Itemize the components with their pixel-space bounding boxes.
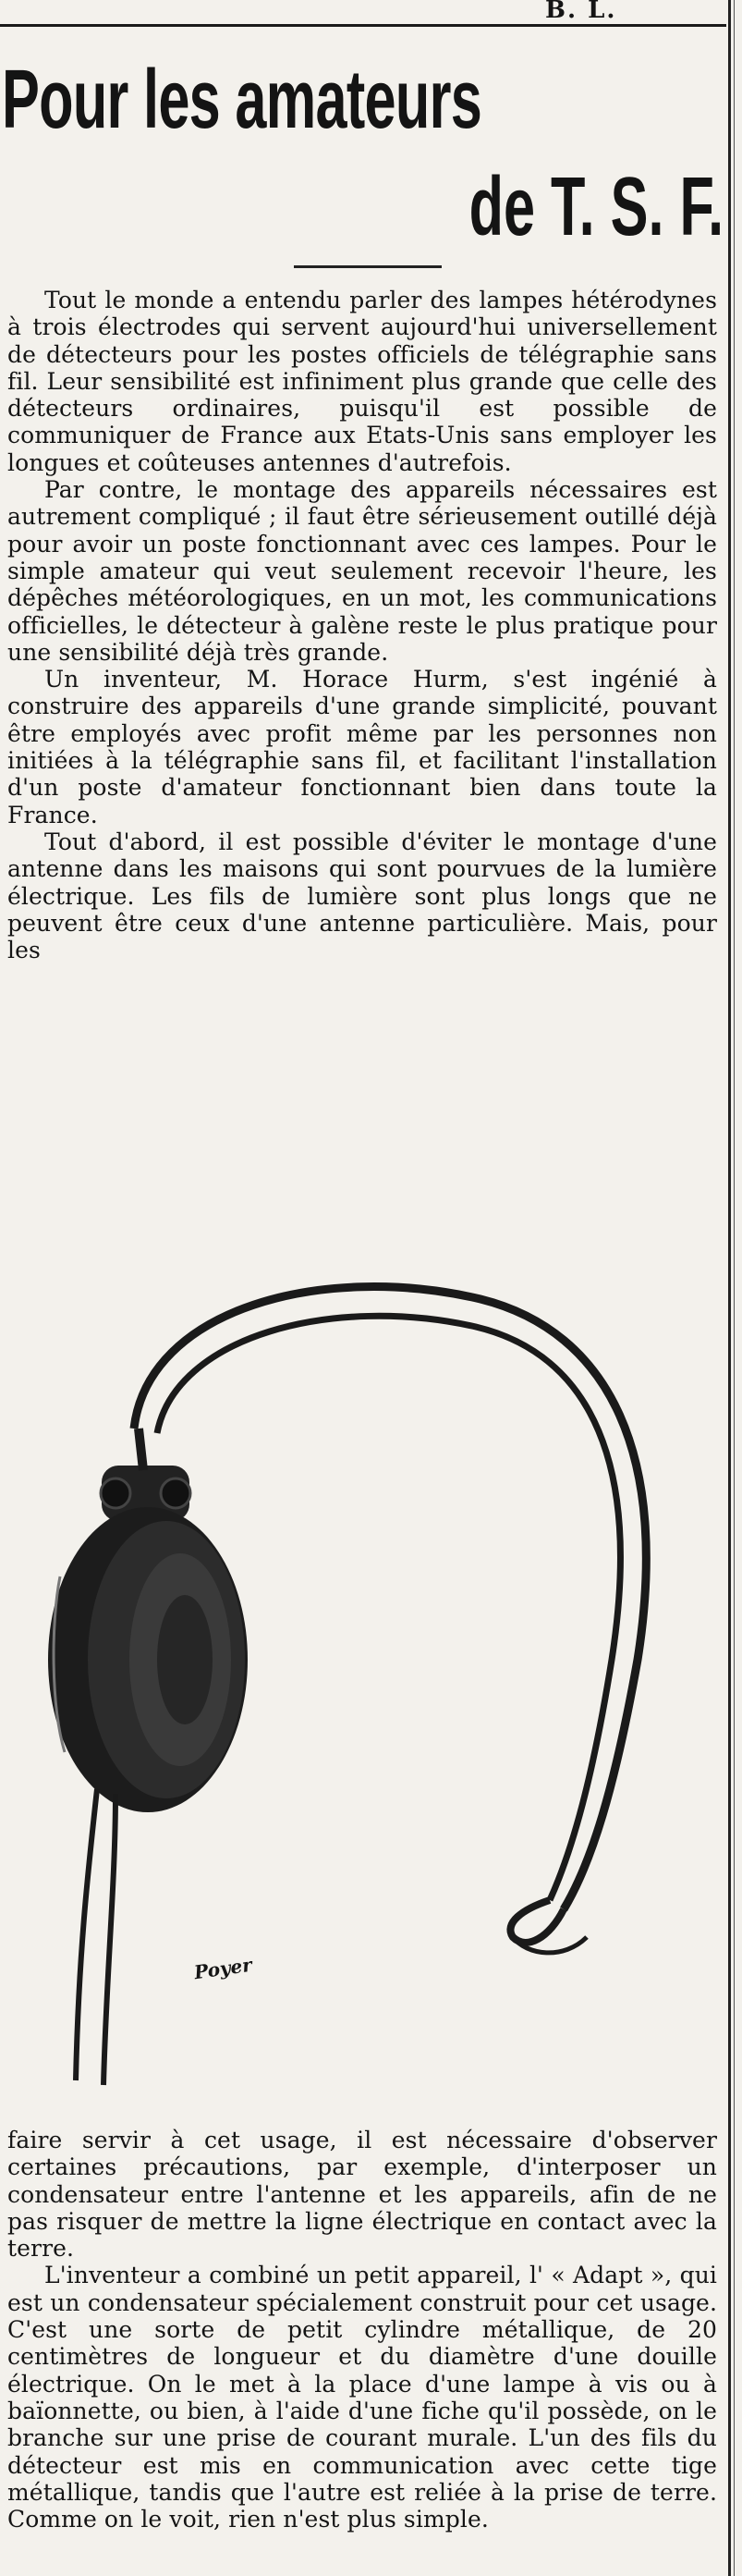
article-body-top bbox=[7, 287, 717, 963]
top-rule bbox=[0, 24, 726, 27]
paragraph: Tout d'abord, il est possible d'éviter le montage d'une antenne dans les maisons qui sont pourvues de la lumière électrique. Les fils de lumière sont plus longs que ne peuvent être ceux d'une antenne particulière. Mais, pour les bbox=[7, 828, 717, 964]
figure-signature: Poyer bbox=[192, 1953, 254, 1984]
article-body-bottom bbox=[7, 2127, 717, 2533]
paragraph: faire servir à cet usage, il est nécessaire d'observer certaines précautions, par exemple, d'interposer un condensateur entre l'antenne et les appareils, afin de ne pas risquer de mettre la ligne électrique en contact avec la terre. bbox=[7, 2127, 717, 2263]
paragraph: Tout le monde a entendu parler des lampes hétérodynes à trois électrodes qui servent aujourd'hui universellement de détecteurs pour les postes officiels de télégraphie sans fil. Leur sensibilité est infiniment plus grande que celle des détecteurs ordinaires, puisqu'il est possible de communiquer de France aux Etats-Unis sans employer les longues et coûteuses antennes d'autrefois. bbox=[7, 287, 717, 476]
headphone-illustration bbox=[46, 1271, 693, 2108]
headline-line-2: de T. S. F. bbox=[468, 161, 724, 253]
paragraph: Un inventeur, M. Horace Hurm, s'est ingénié à construire des appareils d'une grande simplicité, pouvant être employés avec profit même par les personnes non initiées à la télégraphie sans fil, et facilitant l'installation d'un poste d'amateur fonctionnant bien dans toute la France. bbox=[7, 666, 717, 828]
column-rule bbox=[728, 0, 731, 2576]
headline-rule bbox=[294, 265, 442, 268]
masthead-fragment: B. L. bbox=[545, 0, 617, 24]
headline-line-1: Pour les amateurs bbox=[2, 54, 482, 146]
column-rule-thin bbox=[734, 0, 735, 2576]
headphone-drawing bbox=[46, 1271, 693, 2108]
paragraph: L'inventeur a combiné un petit appareil, l' « Adapt », qui est un condensateur spécialement construit pour cet usage. C'est une sorte de petit cylindre métallique, de 20 centimètres de longueur et du diamètre d'une douille électrique. On le met à la place d'une lampe à vis ou à baïonnette, ou bien, à l'aide d'une fiche qu'il possède, on le branche sur une prise de courant murale. L'un des fils du détecteur est mis en communication avec cette tige métallique, tandis que l'autre est reliée à la prise de terre. Comme on le voit, rien n'est plus simple. bbox=[7, 2262, 717, 2533]
paragraph: Par contre, le montage des appareils nécessaires est autrement compliqué ; il faut être sérieusement outillé déjà pour avoir un poste fonctionnant avec ces lampes. Pour le simple amateur qui veut seulement recevoir l'heure, les dépêches météorologiques, en un mot, les communications officielles, le détecteur à galène reste le plus pratique pour une sensibilité déjà très grande. bbox=[7, 476, 717, 666]
